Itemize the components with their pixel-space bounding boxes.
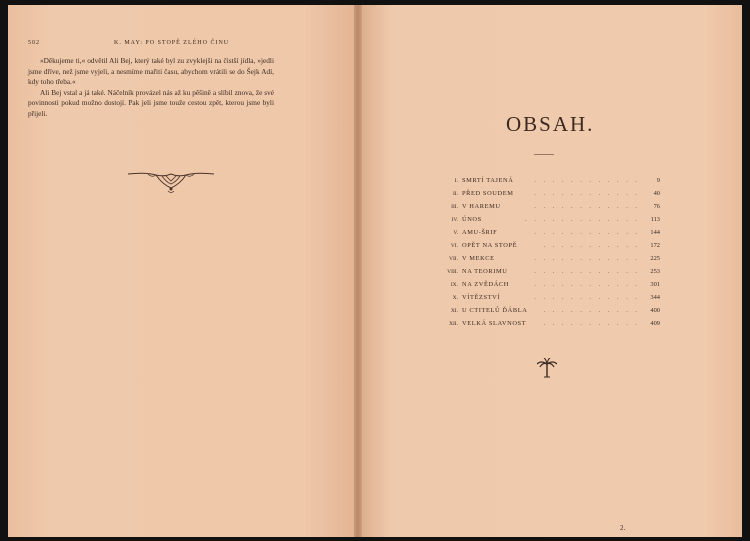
toc-entry xyxy=(440,307,660,317)
page-number: 502 xyxy=(28,40,40,46)
leader-dots: . . . . . . . . . . . . xyxy=(534,281,640,288)
leader-dots: . . . . . . . . . . . . xyxy=(534,255,640,262)
toc-entry xyxy=(440,190,660,200)
chapter-number: IX. xyxy=(450,282,458,288)
toc-entry xyxy=(440,294,660,304)
leader-dots: . . . . . . . . . . . . xyxy=(534,294,640,301)
leader-dots: . . . . . . . . . . . . . xyxy=(525,216,640,223)
chapter-title: VELKÁ SLAVNOST xyxy=(462,320,527,327)
chapter-title: VÍTĚZSTVÍ xyxy=(462,294,501,301)
leader-dots: . . . . . . . . . . . xyxy=(543,307,640,314)
chapter-number: III. xyxy=(451,204,458,210)
palm-ornament-icon xyxy=(537,358,557,378)
chapter-number: I. xyxy=(454,178,458,184)
chapter-title: U CTITELŮ ĎÁBLA xyxy=(462,307,528,314)
running-title: K. MAY: PO STOPĚ ZLÉHO ČINU xyxy=(114,40,230,46)
title-rule xyxy=(534,154,554,155)
chapter-title: AMU-ŠRIF xyxy=(462,229,498,236)
chapter-number: X. xyxy=(452,295,458,301)
toc-entry xyxy=(440,177,660,187)
leader-dots: . . . . . . . . . . . . xyxy=(534,229,640,236)
toc-entry xyxy=(440,229,660,239)
chapter-page: 76 xyxy=(653,203,660,210)
paragraph: »Děkujeme ti,« odvětil Ali Bej, který také byl zu zvyklejši na čistší jídla, »jedli jsme dříve, než jsme vyjeli, a nesmíme mařiti času, abychom vrátili se do Šejk Adí, kdy toho třeba.« xyxy=(28,56,274,87)
toc-entry xyxy=(440,203,660,213)
chapter-page: 9 xyxy=(656,177,660,184)
chapter-page: 400 xyxy=(650,307,660,314)
tailpiece-ornament-icon xyxy=(126,170,216,194)
signature-mark: 2. xyxy=(620,524,626,532)
leader-dots: . . . . . . . . . . . . xyxy=(534,203,640,210)
chapter-number: IV. xyxy=(451,217,458,223)
chapter-title: V MEKCE xyxy=(462,255,495,262)
toc-entry xyxy=(440,281,660,291)
chapter-title: V HAREMU xyxy=(462,203,501,210)
body-text xyxy=(28,56,274,120)
chapter-title: SMRTÍ TAJENÁ xyxy=(462,177,514,184)
leader-dots: . . . . . . . . . . . . xyxy=(534,177,640,184)
chapter-title: PŘED SOUDEM xyxy=(462,190,514,197)
toc-entry xyxy=(440,216,660,226)
book-gutter xyxy=(354,5,362,537)
chapter-page: 344 xyxy=(650,294,660,301)
leader-dots: . . . . . . . . . . . . xyxy=(534,190,640,197)
chapter-title: ÚNOS xyxy=(462,216,482,223)
chapter-title: NA TEORIMU xyxy=(462,268,508,275)
chapter-number: XI. xyxy=(450,308,458,314)
toc-entry xyxy=(440,320,660,330)
toc-entry xyxy=(440,242,660,252)
chapter-number: V. xyxy=(453,230,458,236)
leader-dots: . . . . . . . . . . . xyxy=(543,242,640,249)
chapter-page: 409 xyxy=(650,320,660,327)
chapter-number: XII. xyxy=(448,321,458,327)
chapter-number: VI. xyxy=(450,243,458,249)
chapter-page: 301 xyxy=(650,281,660,288)
toc-entry xyxy=(440,255,660,265)
chapter-number: VII. xyxy=(448,256,458,262)
chapter-title: NA ZVĚDÁCH xyxy=(462,281,510,288)
paragraph: Ali Bej vstal a já také. Náčelník provázel nás až ku pěšině a slíbil znova, že své povinnosti pokud možno dostojí. Pak jeli jsme touže cestou zpět, kterou jsme byli přijeli. xyxy=(28,87,274,118)
chapter-page: 172 xyxy=(650,242,660,249)
leader-dots: . . . . . . . . . . . xyxy=(543,320,640,327)
chapter-page: 253 xyxy=(650,268,660,275)
chapter-number: II. xyxy=(452,191,458,197)
contents-title: OBSAH. xyxy=(506,112,595,136)
leader-dots: . . . . . . . . . . . . xyxy=(534,268,640,275)
toc-entry xyxy=(440,268,660,278)
chapter-page: 40 xyxy=(653,190,660,197)
chapter-number: VIII. xyxy=(447,269,458,275)
chapter-page: 113 xyxy=(650,216,660,223)
chapter-title: OPĚT NA STOPĚ xyxy=(462,242,518,249)
chapter-page: 144 xyxy=(650,229,660,236)
chapter-page: 225 xyxy=(650,255,660,262)
